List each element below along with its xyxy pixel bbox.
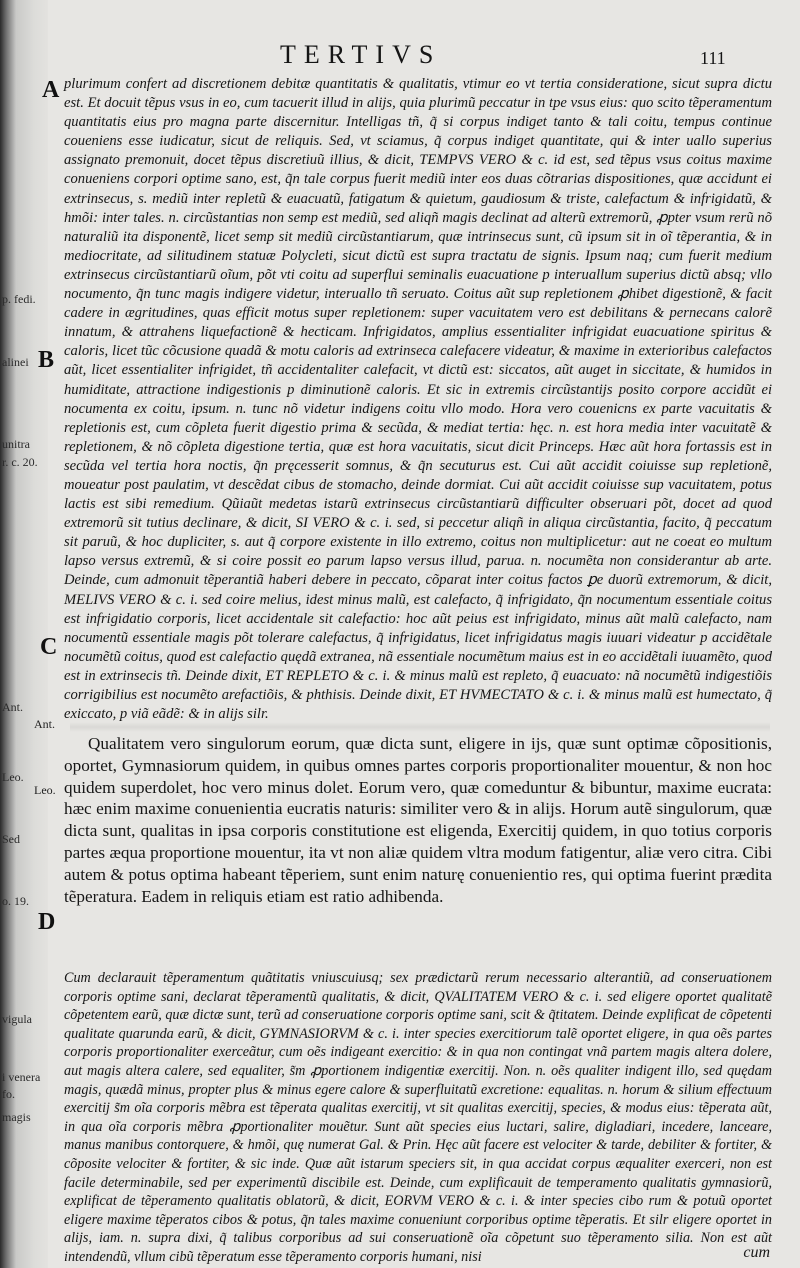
margin-letter-b: B	[38, 347, 55, 373]
gutter-note: p. fedi.	[2, 292, 36, 306]
gutter-note: o. 19.	[2, 894, 29, 908]
page-header	[0, 38, 800, 68]
side-note-leo: Leo.	[34, 783, 56, 797]
gutter-note: i venera	[2, 1070, 41, 1084]
gutter-note: vigula	[2, 1012, 32, 1026]
gutter-note: Leo.	[2, 770, 24, 784]
gutter-note: r. c. 20.	[2, 455, 38, 469]
commentary-block: Cum declarauit tẽperamentum quãtitatis vniuscuiusq; sex prædictarũ rerum necessario alterantiũ, ad conseruationem corporis optime sani, declarat tẽperamentũ qualitatis, & dicit, QVALITATEM VERO & c. i. sed eligere oportet qualitatẽ cõpetentem earũ, quæ dictæ sunt, terũ ad conseruatione corporis optime sani, scit & q̃titatem. Deinde explificat de cõpetenti qualitate quarunda earũ, & dicit, GYMNASIORVM & c. i. inter species exercitiorum talẽ oportet eligere, in qua oẽs partes corporis proportionaliter exerceãtur, cum oẽs indigeant exercitio: & in qua non contingat vnã partem magis altera dolere, aut magis altera calere, sed equaliter, s̃m ꝓportionem indigentiæ exercitij. Non. n. oẽs qualiter indigent illo, sed quędam magis, quædã minus, propter plus & minus egere calore & superfluitatũ excretione: equalitas. n. horum & silium effectuum exercitij s̃m oĩa corporis mẽbra est tẽperata qualitas exercitij, vt sit qualitas exercitij, species, & modus eius: tẽperata aũt, in qua oĩa corporis mẽbra ꝓportionaliter mouẽtur. Sunt aũt species eius luctari, salire, digladiari, incedere, lanceare, manus manibus contorquere, & hmõi, quę numerat Gal. & Prin. Hęc aũt facere est velociter & tarde, debiliter & fortiter, & cõposite velociter & fortiter, & sic inde. Quæ aũt istarum speciers sit, in qua accidat corpus æqualiter exerceri, non est facile determinabile, sed per experimentũ discibile est. Deinde, cum explificauit de temperamento qualitatis gymnasiorũ, explificat de tẽperamento qualitatis oblatorũ, & dicit, EORVM VERO & c. i. & inter species cibo rum & potuũ oportet eligere maxime tẽperatos cibos & potus, q̃n tales maxime conueniunt corporibus optime tẽperatis. Et silr eligere oportet in alijs, iam. n. supra dixi, q̃ talibus corporibus ad sui conseruationẽ oĩa cõpetunt suo tẽperamento silia. Non est aũt intendendũ, vllum cibũ tẽperatum esse tẽperamento corporis humani, nisi	[64, 970, 772, 1265]
commentary-block: plurimum confert ad discretionem debitæ quantitatis & qualitatis, vtimur eo vt tertia consideratione, sicut supra dictu est. Et docuit tẽpus vsus in eo, cum tacuerit illud in alijs, quia plurimũ peccatur in tpe vsus eius: quo scito tẽperamentum quantitatis eius pro magna parte discernitur. Intelligas tñ, q̃ si corpus indiget tanto & tali coitu, tempus continue coueniens esse iudicatur, sicut de reliquis. Sed, vt sciamus, q̃ corpus indiget quantitate, qui & inter uallo superius assignato premonuit, docet tẽpus discretiuũ illius, & dicit, TEMPVS VERO & c. id est, sed tẽpus vsus coitus maxime conueniens corpori optime sano, est, q̃n tale corpus fuerit mediũ inter eos duas cõtrarias dispositiones, quæ accidunt ei extrinsecus, s. mediũ inter repletũ & euacuatũ, fatigatum & quietum, gaudiosum & triste, calefactum & infrigidatũ, & hmõi: inter tales. n. circũstantias non semp est mediũ, sed aliqñ magis declinat ad alterũ extremorũ, ꝓpter vsum rerũ nõ naturaliũ ita disponentẽ, licet semp sit mediũ circũstantiarum, quæ intrinsecus sunt, cũ ipsum sit in oĩ tẽperantia, & in mediocritate, ad silitudinem statuæ Polycleti, sicut dictũ est supra tractatu de signis. Ipsum naq; cum fuerit medium extrinsecus circũstantiarũ oĩum, põt vti coitu ad superflui seminalis euacuatione p interuallum superius dictũ absq; vllo nocumento, q̃n tunc magis indigere videtur, interuallo tñ seruato. Coitus aũt sup repletionem ꝓhibet digestionẽ, & facit cadere in ægritudines, quas efficit motus super repletionem: super vacuitatem vero est debilitans & pernecans calorẽ innatum, & attrahens liquefactionẽ & hecticam. Infrigidatos, amplius essentialiter infrigidat euacuatione spiritus & caloris, licet tũc cõcusione quadã & motu caloris ad extrinseca calefacere videatur, & maxime in exterioribus calefactos aũt, licet essentialiter infrigidet, tñ accidentaliter calefacit, vt dictũ est: siccatos, aũt auget in siccitate, & humidos in humiditate, attractione indigestionis p diminutionẽ caloris. Et sic in extremis circũstantijs posito corpore accidũt ei nocumenta ex coitu, ipsum. n. tunc nõ videtur indigens coitu vllo modo. Hora vero couenicns ex parte vacuitatis & repletionis est, cum cõpleta fuerit digestio prima & secũda, & mediat tertia: hęc. n. est hora media inter vacuitatẽ & repletionem, & nõ cõpleta digestione tertia, quæ est hora vacuitatis, sicut dicit Princeps. Hæc aũt hora fortassis est in secũda vel tertia hora noctis, q̃n pręcesserit somnus, & q̃n secuturus est. Cui aũt accidit coiuisse sup repletionẽ, moueatur post paulatim, vt descẽdat cibus de stomacho, deinde dormiat. Cui aũt accidit coiuisse sup vacuitatem, potus lactis est sibi remedium. Qũiaũt medetas istarũ extrinsecus circũstantiarũ difficulter obseruari põt, docet ad quod extremorũ sit tutius declinare, & dicit, SI VERO & c. i. sed, si peccetur aliqñ in aliqua circũstantia, facito, q̃ peccatum sit paruũ, & hoc dupliciter, s. aut q̃ corpore existente in illo extremo, coitus non multiplicetur: aut ne coeat eo multum lapso versus extremũ, & si coire possit eo parum lapso versus illud, parua. n. nocumẽta non considerantur ab arte. Deinde, cum admonuit tẽperantiã haberi debere in peccato, cõparat inter coitus factos ꝑe duorũ extremorum, & dicit, MELIVS VERO & c. i. sed coire melius, idest minus malũ, est calefacto, q̃ infrigidato, q̃n nocumentum essentiale coitus est infrigidatio corporis, licet accidentale sit calefactio: hoc aũt peius est infrigidato, minus aũt malũ calefacto, nam nocumentũ essentiale magis põt tolerare calefactus, q̃ infrigidatus, licet infrigidatus magis iuuari videatur p accidẽtale nocumẽtũ coitus, quod est calefactio quędã extranea, nã essentiale nocumẽtum maius est in eo accidẽtali iuuamẽto, quod est in extrinsecis tñ. Deinde dixit, ET REPLETO & c. i. & minus malũ est repleto, q̃ euacuato: nã nocumẽtũ indigestiõis corrigibilius est nocumẽto arefactiõis, & phthisis. Deinde dixit, ET HVMECTATO & c. i. & minus malũ est humectato, q̃ exiccato, p viã eãdẽ: & in alijs silr.	[64, 76, 772, 723]
gutter-note: fo.	[2, 1087, 15, 1101]
margin-letter-a: A	[42, 77, 60, 103]
gutter-note: Sed	[2, 832, 20, 846]
running-head: TERTIVS	[280, 40, 442, 69]
gutter-note: unitra	[2, 437, 30, 451]
page-number: 111	[700, 48, 726, 68]
gutter-note: magis	[2, 1110, 31, 1124]
gutter-note: alinei	[2, 355, 29, 369]
catchword: cum	[743, 1244, 770, 1261]
margin-letter-c: C	[40, 634, 58, 660]
margin-letter-d: D	[38, 909, 56, 935]
gutter-note: Ant.	[2, 700, 23, 714]
side-note-ant: Ant.	[34, 717, 55, 731]
ink-bleed-line	[70, 722, 770, 732]
main-text-block: Qualitatem vero singulorum eorum, quæ dicta sunt, eligere in ijs, quæ sunt optimæ cõpositionis, oportet, Gymnasiorum quidem, in quibus omnes partes corporis proportionaliter mouentur, & non hoc quidem superdolet, hoc vero minus dolet. Eorum vero, quæ comeduntur & bibuntur, maxime eucrata: hæc enim maxime conuenientia eucratis naturis: similiter vero & in alijs. Horum autẽ singulorum, quæ dicta sunt, qualitas in ipsa corporis constitutione est eligenda, Exercitij quidem, in quo totius corporis partes æqua proportione mouentur, ita vt non aliæ quidem vltra modum fatigentur, aliæ vero citra. Cibi autem & potus optima habeant tẽperiem, sunt enim naturę conuenientio res, qui optima fuerint prædita tẽperatura. Eadem in reliquis etiam est ratio adhibenda.	[64, 734, 772, 906]
